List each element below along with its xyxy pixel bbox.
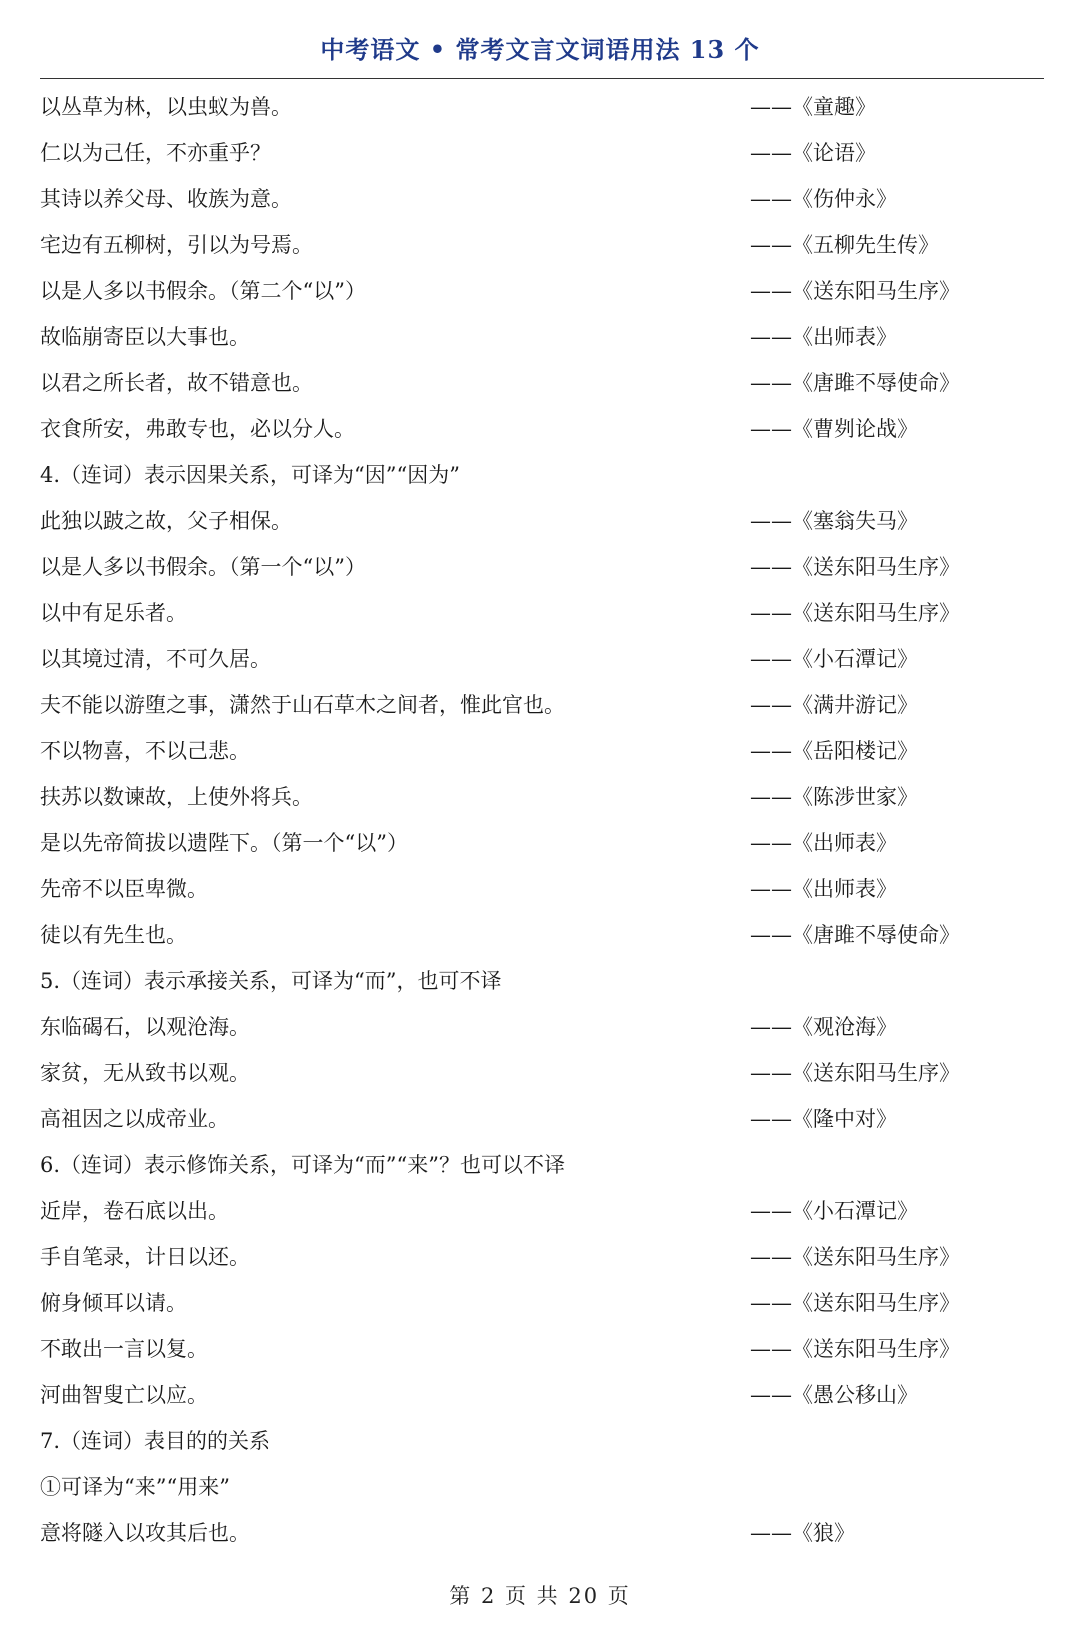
- source-citation: ——《送东阳马生序》: [750, 555, 960, 579]
- source-citation: ——《送东阳马生序》: [750, 279, 960, 303]
- sentence: 宅边有五柳树，引以为号焉。: [40, 233, 313, 257]
- text-line: [40, 1050, 1044, 1096]
- text-line: [40, 406, 1044, 452]
- section-heading-text: 5.（连词）表示承接关系，可译为“而”，也可不译: [40, 969, 502, 993]
- sentence: 故临崩寄臣以大事也。: [40, 325, 250, 349]
- source-citation: ——《满井游记》: [750, 693, 918, 717]
- text-line: [40, 1372, 1044, 1418]
- source-citation: ——《小石潭记》: [750, 1199, 918, 1223]
- text-line: [40, 84, 1044, 130]
- sub-heading: [40, 1464, 1044, 1510]
- text-line: [40, 774, 1044, 820]
- text-line: [40, 1510, 1044, 1556]
- text-line: [40, 268, 1044, 314]
- text-line: [40, 498, 1044, 544]
- sentence: 东临碣石，以观沧海。: [40, 1015, 250, 1039]
- text-line: [40, 590, 1044, 636]
- text-line: [40, 866, 1044, 912]
- text-line: [40, 360, 1044, 406]
- sentence: 以其境过清，不可久居。: [40, 647, 271, 671]
- text-line: [40, 1004, 1044, 1050]
- text-line: [40, 1188, 1044, 1234]
- sentence: 以中有足乐者。: [40, 601, 187, 625]
- sentence: 河曲智叟亡以应。: [40, 1383, 208, 1407]
- text-line: [40, 682, 1044, 728]
- header-rule: [40, 78, 1044, 79]
- source-citation: ——《送东阳马生序》: [750, 1245, 960, 1269]
- section-heading: [40, 958, 1044, 1004]
- sentence: 夫不能以游堕之事，潇然于山石草木之间者，惟此官也。: [40, 693, 565, 717]
- sentence: 徒以有先生也。: [40, 923, 187, 947]
- sentence: 仁以为己任，不亦重乎？: [40, 141, 271, 165]
- sentence: 衣食所安，弗敢专也，必以分人。: [40, 417, 355, 441]
- source-citation: ——《伤仲永》: [750, 187, 897, 211]
- sentence: 不以物喜，不以己悲。: [40, 739, 250, 763]
- source-citation: ——《观沧海》: [750, 1015, 897, 1039]
- source-citation: ——《隆中对》: [750, 1107, 897, 1131]
- sentence: 此独以跛之故，父子相保。: [40, 509, 292, 533]
- source-citation: ——《送东阳马生序》: [750, 1061, 960, 1085]
- text-line: [40, 222, 1044, 268]
- sub-heading-text: ①可译为“来”“用来”: [40, 1475, 230, 1499]
- source-citation: ——《五柳先生传》: [750, 233, 939, 257]
- source-citation: ——《出师表》: [750, 325, 897, 349]
- text-line: [40, 636, 1044, 682]
- source-citation: ——《童趣》: [750, 95, 876, 119]
- source-citation: ——《陈涉世家》: [750, 785, 918, 809]
- text-line: [40, 544, 1044, 590]
- section-heading: [40, 452, 1044, 498]
- source-citation: ——《出师表》: [750, 831, 897, 855]
- sentence: 以是人多以书假余。（第二个“以”）: [40, 279, 366, 303]
- page-title: 中考语文 • 常考文言文词语用法 13 个: [320, 35, 760, 64]
- source-citation: ——《塞翁失马》: [750, 509, 918, 533]
- source-citation: ——《出师表》: [750, 877, 897, 901]
- source-citation: ——《岳阳楼记》: [750, 739, 918, 763]
- sentence: 近岸，卷石底以出。: [40, 1199, 229, 1223]
- text-line: [40, 130, 1044, 176]
- text-line: [40, 820, 1044, 866]
- text-line: [40, 728, 1044, 774]
- section-heading-text: 7.（连词）表目的的关系: [40, 1429, 271, 1453]
- source-citation: ——《论语》: [750, 141, 876, 165]
- sentence: 以丛草为林，以虫蚁为兽。: [40, 95, 292, 119]
- sentence: 意将隧入以攻其后也。: [40, 1521, 250, 1545]
- source-citation: ——《送东阳马生序》: [750, 1291, 960, 1315]
- source-citation: ——《送东阳马生序》: [750, 601, 960, 625]
- text-line: [40, 1234, 1044, 1280]
- source-citation: ——《唐雎不辱使命》: [750, 923, 960, 947]
- section-heading: [40, 1418, 1044, 1464]
- text-line: [40, 912, 1044, 958]
- sentence: 其诗以养父母、收族为意。: [40, 187, 292, 211]
- section-heading: [40, 1142, 1044, 1188]
- sentence: 家贫，无从致书以观。: [40, 1061, 250, 1085]
- section-heading-text: 6.（连词）表示修饰关系，可译为“而”“来”？也可以不译: [40, 1153, 565, 1177]
- text-line: [40, 176, 1044, 222]
- text-line: [40, 1280, 1044, 1326]
- sentence: 以是人多以书假余。（第一个“以”）: [40, 555, 366, 579]
- sentence: 手自笔录，计日以还。: [40, 1245, 250, 1269]
- source-citation: ——《愚公移山》: [750, 1383, 918, 1407]
- source-citation: ——《曹刿论战》: [750, 417, 918, 441]
- sentence: 不敢出一言以复。: [40, 1337, 208, 1361]
- source-citation: ——《送东阳马生序》: [750, 1337, 960, 1361]
- sentence: 高祖因之以成帝业。: [40, 1107, 229, 1131]
- source-citation: ——《唐雎不辱使命》: [750, 371, 960, 395]
- text-line: [40, 1326, 1044, 1372]
- sentence: 以君之所长者，故不错意也。: [40, 371, 313, 395]
- source-citation: ——《小石潭记》: [750, 647, 918, 671]
- text-line: [40, 1096, 1044, 1142]
- sentence: 先帝不以臣卑微。: [40, 877, 208, 901]
- sentence: 俯身倾耳以请。: [40, 1291, 187, 1315]
- source-citation: ——《狼》: [750, 1521, 855, 1545]
- text-line: [40, 314, 1044, 360]
- section-heading-text: 4.（连词）表示因果关系，可译为“因”“因为”: [40, 463, 460, 487]
- sentence: 扶苏以数谏故，上使外将兵。: [40, 785, 313, 809]
- page-number: 第 2 页 共 20 页: [449, 1584, 631, 1608]
- sentence: 是以先帝简拔以遗陛下。（第一个“以”）: [40, 831, 408, 855]
- document-body: [40, 84, 1044, 1556]
